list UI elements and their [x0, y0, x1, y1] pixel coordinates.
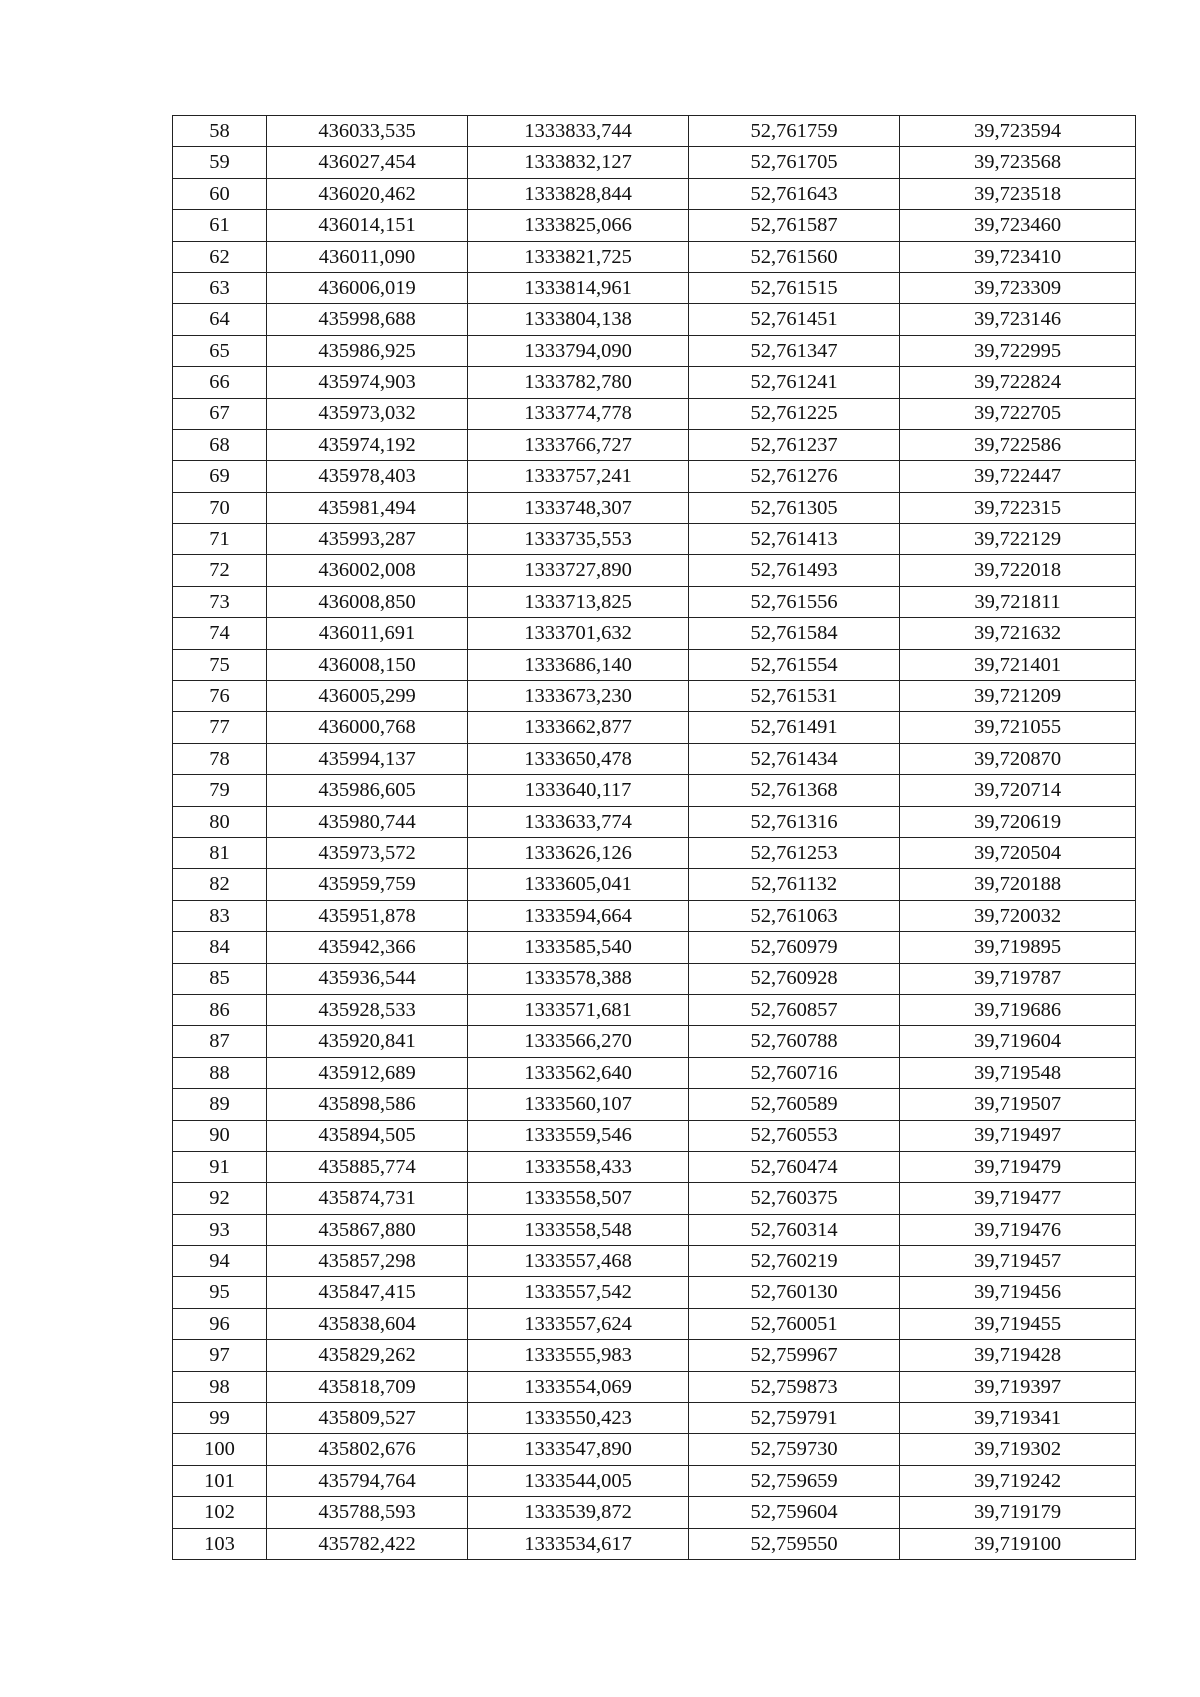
latitude-cell: 52,759550	[689, 1528, 900, 1559]
latitude-cell: 52,760130	[689, 1277, 900, 1308]
table-row	[173, 743, 1136, 774]
table-row	[173, 1371, 1136, 1402]
latitude-cell: 52,761237	[689, 429, 900, 460]
longitude-cell: 39,722705	[900, 398, 1136, 429]
latitude-cell: 52,760589	[689, 1089, 900, 1120]
y-coordinate-cell: 1333804,138	[468, 304, 689, 335]
point-number-cell: 87	[173, 1026, 267, 1057]
x-coordinate-cell: 435936,544	[267, 963, 468, 994]
point-number-cell: 100	[173, 1434, 267, 1465]
y-coordinate-cell: 1333735,553	[468, 524, 689, 555]
latitude-cell: 52,761531	[689, 681, 900, 712]
point-number-cell: 71	[173, 524, 267, 555]
y-coordinate-cell: 1333560,107	[468, 1089, 689, 1120]
longitude-cell: 39,720714	[900, 775, 1136, 806]
latitude-cell: 52,761305	[689, 492, 900, 523]
table-row	[173, 649, 1136, 680]
longitude-cell: 39,722995	[900, 335, 1136, 366]
latitude-cell: 52,761347	[689, 335, 900, 366]
latitude-cell: 52,761253	[689, 837, 900, 868]
x-coordinate-cell: 436027,454	[267, 147, 468, 178]
longitude-cell: 39,723594	[900, 116, 1136, 147]
x-coordinate-cell: 436020,462	[267, 178, 468, 209]
latitude-cell: 52,761132	[689, 869, 900, 900]
longitude-cell: 39,722447	[900, 461, 1136, 492]
y-coordinate-cell: 1333558,548	[468, 1214, 689, 1245]
table-row	[173, 837, 1136, 868]
point-number-cell: 83	[173, 900, 267, 931]
x-coordinate-cell: 435974,903	[267, 367, 468, 398]
point-number-cell: 89	[173, 1089, 267, 1120]
latitude-cell: 52,759967	[689, 1340, 900, 1371]
point-number-cell: 79	[173, 775, 267, 806]
longitude-cell: 39,719100	[900, 1528, 1136, 1559]
latitude-cell: 52,760375	[689, 1183, 900, 1214]
table-row	[173, 806, 1136, 837]
y-coordinate-cell: 1333633,774	[468, 806, 689, 837]
longitude-cell: 39,719479	[900, 1151, 1136, 1182]
y-coordinate-cell: 1333825,066	[468, 210, 689, 241]
x-coordinate-cell: 436014,151	[267, 210, 468, 241]
y-coordinate-cell: 1333557,468	[468, 1246, 689, 1277]
x-coordinate-cell: 435794,764	[267, 1465, 468, 1496]
latitude-cell: 52,761584	[689, 618, 900, 649]
y-coordinate-cell: 1333626,126	[468, 837, 689, 868]
table-row	[173, 1465, 1136, 1496]
point-number-cell: 88	[173, 1057, 267, 1088]
latitude-cell: 52,760979	[689, 932, 900, 963]
coordinates-table-body	[173, 116, 1136, 1560]
longitude-cell: 39,719341	[900, 1403, 1136, 1434]
latitude-cell: 52,761276	[689, 461, 900, 492]
point-number-cell: 85	[173, 963, 267, 994]
table-row	[173, 1183, 1136, 1214]
latitude-cell: 52,761241	[689, 367, 900, 398]
x-coordinate-cell: 435829,262	[267, 1340, 468, 1371]
table-row	[173, 1497, 1136, 1528]
point-number-cell: 90	[173, 1120, 267, 1151]
longitude-cell: 39,720188	[900, 869, 1136, 900]
latitude-cell: 52,759791	[689, 1403, 900, 1434]
y-coordinate-cell: 1333550,423	[468, 1403, 689, 1434]
y-coordinate-cell: 1333782,780	[468, 367, 689, 398]
point-number-cell: 74	[173, 618, 267, 649]
point-number-cell: 91	[173, 1151, 267, 1182]
point-number-cell: 65	[173, 335, 267, 366]
point-number-cell: 82	[173, 869, 267, 900]
table-row	[173, 1528, 1136, 1559]
longitude-cell: 39,719507	[900, 1089, 1136, 1120]
point-number-cell: 86	[173, 994, 267, 1025]
table-row	[173, 304, 1136, 335]
y-coordinate-cell: 1333557,624	[468, 1308, 689, 1339]
y-coordinate-cell: 1333713,825	[468, 586, 689, 617]
point-number-cell: 67	[173, 398, 267, 429]
y-coordinate-cell: 1333832,127	[468, 147, 689, 178]
longitude-cell: 39,719477	[900, 1183, 1136, 1214]
table-row	[173, 1089, 1136, 1120]
table-row	[173, 712, 1136, 743]
x-coordinate-cell: 435993,287	[267, 524, 468, 555]
table-row	[173, 335, 1136, 366]
table-row	[173, 178, 1136, 209]
y-coordinate-cell: 1333534,617	[468, 1528, 689, 1559]
longitude-cell: 39,719428	[900, 1340, 1136, 1371]
longitude-cell: 39,722315	[900, 492, 1136, 523]
longitude-cell: 39,723568	[900, 147, 1136, 178]
x-coordinate-cell: 435994,137	[267, 743, 468, 774]
point-number-cell: 101	[173, 1465, 267, 1496]
x-coordinate-cell: 435978,403	[267, 461, 468, 492]
point-number-cell: 80	[173, 806, 267, 837]
x-coordinate-cell: 435986,925	[267, 335, 468, 366]
y-coordinate-cell: 1333640,117	[468, 775, 689, 806]
y-coordinate-cell: 1333833,744	[468, 116, 689, 147]
y-coordinate-cell: 1333605,041	[468, 869, 689, 900]
x-coordinate-cell: 435874,731	[267, 1183, 468, 1214]
latitude-cell: 52,760553	[689, 1120, 900, 1151]
x-coordinate-cell: 435942,366	[267, 932, 468, 963]
longitude-cell: 39,719302	[900, 1434, 1136, 1465]
latitude-cell: 52,761491	[689, 712, 900, 743]
table-row	[173, 963, 1136, 994]
x-coordinate-cell: 435847,415	[267, 1277, 468, 1308]
longitude-cell: 39,723460	[900, 210, 1136, 241]
x-coordinate-cell: 436008,150	[267, 649, 468, 680]
x-coordinate-cell: 435973,572	[267, 837, 468, 868]
latitude-cell: 52,761759	[689, 116, 900, 147]
longitude-cell: 39,722586	[900, 429, 1136, 460]
point-number-cell: 59	[173, 147, 267, 178]
y-coordinate-cell: 1333562,640	[468, 1057, 689, 1088]
x-coordinate-cell: 436011,691	[267, 618, 468, 649]
longitude-cell: 39,720504	[900, 837, 1136, 868]
longitude-cell: 39,720870	[900, 743, 1136, 774]
x-coordinate-cell: 435885,774	[267, 1151, 468, 1182]
latitude-cell: 52,761587	[689, 210, 900, 241]
longitude-cell: 39,719457	[900, 1246, 1136, 1277]
table-row	[173, 586, 1136, 617]
point-number-cell: 75	[173, 649, 267, 680]
x-coordinate-cell: 436011,090	[267, 241, 468, 272]
longitude-cell: 39,722824	[900, 367, 1136, 398]
point-number-cell: 98	[173, 1371, 267, 1402]
longitude-cell: 39,719242	[900, 1465, 1136, 1496]
table-row	[173, 1057, 1136, 1088]
point-number-cell: 62	[173, 241, 267, 272]
x-coordinate-cell: 435973,032	[267, 398, 468, 429]
table-row	[173, 492, 1136, 523]
table-row	[173, 1277, 1136, 1308]
x-coordinate-cell: 435951,878	[267, 900, 468, 931]
x-coordinate-cell: 436008,850	[267, 586, 468, 617]
latitude-cell: 52,761434	[689, 743, 900, 774]
x-coordinate-cell: 435920,841	[267, 1026, 468, 1057]
x-coordinate-cell: 435809,527	[267, 1403, 468, 1434]
table-row	[173, 429, 1136, 460]
longitude-cell: 39,719895	[900, 932, 1136, 963]
longitude-cell: 39,722018	[900, 555, 1136, 586]
x-coordinate-cell: 435959,759	[267, 869, 468, 900]
y-coordinate-cell: 1333727,890	[468, 555, 689, 586]
point-number-cell: 93	[173, 1214, 267, 1245]
table-row	[173, 775, 1136, 806]
point-number-cell: 72	[173, 555, 267, 586]
longitude-cell: 39,722129	[900, 524, 1136, 555]
table-row	[173, 1403, 1136, 1434]
point-number-cell: 102	[173, 1497, 267, 1528]
latitude-cell: 52,759659	[689, 1465, 900, 1496]
x-coordinate-cell: 435788,593	[267, 1497, 468, 1528]
x-coordinate-cell: 435998,688	[267, 304, 468, 335]
table-row	[173, 1214, 1136, 1245]
y-coordinate-cell: 1333814,961	[468, 272, 689, 303]
y-coordinate-cell: 1333554,069	[468, 1371, 689, 1402]
y-coordinate-cell: 1333585,540	[468, 932, 689, 963]
x-coordinate-cell: 436005,299	[267, 681, 468, 712]
latitude-cell: 52,760051	[689, 1308, 900, 1339]
point-number-cell: 58	[173, 116, 267, 147]
y-coordinate-cell: 1333748,307	[468, 492, 689, 523]
x-coordinate-cell: 435802,676	[267, 1434, 468, 1465]
point-number-cell: 96	[173, 1308, 267, 1339]
point-number-cell: 78	[173, 743, 267, 774]
latitude-cell: 52,761316	[689, 806, 900, 837]
longitude-cell: 39,719456	[900, 1277, 1136, 1308]
table-row	[173, 1340, 1136, 1371]
latitude-cell: 52,761063	[689, 900, 900, 931]
latitude-cell: 52,760219	[689, 1246, 900, 1277]
x-coordinate-cell: 435898,586	[267, 1089, 468, 1120]
table-row	[173, 1026, 1136, 1057]
point-number-cell: 97	[173, 1340, 267, 1371]
table-row	[173, 1246, 1136, 1277]
longitude-cell: 39,719455	[900, 1308, 1136, 1339]
table-row	[173, 932, 1136, 963]
x-coordinate-cell: 435981,494	[267, 492, 468, 523]
y-coordinate-cell: 1333766,727	[468, 429, 689, 460]
y-coordinate-cell: 1333544,005	[468, 1465, 689, 1496]
longitude-cell: 39,721811	[900, 586, 1136, 617]
y-coordinate-cell: 1333571,681	[468, 994, 689, 1025]
point-number-cell: 70	[173, 492, 267, 523]
longitude-cell: 39,719476	[900, 1214, 1136, 1245]
point-number-cell: 99	[173, 1403, 267, 1434]
longitude-cell: 39,721401	[900, 649, 1136, 680]
x-coordinate-cell: 435980,744	[267, 806, 468, 837]
point-number-cell: 64	[173, 304, 267, 335]
latitude-cell: 52,761515	[689, 272, 900, 303]
y-coordinate-cell: 1333539,872	[468, 1497, 689, 1528]
latitude-cell: 52,760788	[689, 1026, 900, 1057]
y-coordinate-cell: 1333701,632	[468, 618, 689, 649]
point-number-cell: 81	[173, 837, 267, 868]
latitude-cell: 52,759604	[689, 1497, 900, 1528]
y-coordinate-cell: 1333650,478	[468, 743, 689, 774]
longitude-cell: 39,721632	[900, 618, 1136, 649]
longitude-cell: 39,719787	[900, 963, 1136, 994]
latitude-cell: 52,761556	[689, 586, 900, 617]
x-coordinate-cell: 436002,008	[267, 555, 468, 586]
longitude-cell: 39,720619	[900, 806, 1136, 837]
x-coordinate-cell: 436033,535	[267, 116, 468, 147]
longitude-cell: 39,723518	[900, 178, 1136, 209]
point-number-cell: 76	[173, 681, 267, 712]
y-coordinate-cell: 1333578,388	[468, 963, 689, 994]
x-coordinate-cell: 435928,533	[267, 994, 468, 1025]
x-coordinate-cell: 435894,505	[267, 1120, 468, 1151]
point-number-cell: 77	[173, 712, 267, 743]
longitude-cell: 39,721209	[900, 681, 1136, 712]
y-coordinate-cell: 1333673,230	[468, 681, 689, 712]
table-row	[173, 367, 1136, 398]
latitude-cell: 52,761705	[689, 147, 900, 178]
latitude-cell: 52,761368	[689, 775, 900, 806]
longitude-cell: 39,723146	[900, 304, 1136, 335]
table-row	[173, 116, 1136, 147]
latitude-cell: 52,760857	[689, 994, 900, 1025]
table-row	[173, 555, 1136, 586]
y-coordinate-cell: 1333821,725	[468, 241, 689, 272]
point-number-cell: 92	[173, 1183, 267, 1214]
x-coordinate-cell: 435818,709	[267, 1371, 468, 1402]
latitude-cell: 52,761451	[689, 304, 900, 335]
y-coordinate-cell: 1333828,844	[468, 178, 689, 209]
table-row	[173, 524, 1136, 555]
latitude-cell: 52,760314	[689, 1214, 900, 1245]
longitude-cell: 39,721055	[900, 712, 1136, 743]
table-row	[173, 681, 1136, 712]
longitude-cell: 39,719179	[900, 1497, 1136, 1528]
longitude-cell: 39,723410	[900, 241, 1136, 272]
point-number-cell: 84	[173, 932, 267, 963]
point-number-cell: 103	[173, 1528, 267, 1559]
table-row	[173, 618, 1136, 649]
table-row	[173, 1151, 1136, 1182]
table-row	[173, 210, 1136, 241]
y-coordinate-cell: 1333594,664	[468, 900, 689, 931]
longitude-cell: 39,719397	[900, 1371, 1136, 1402]
x-coordinate-cell: 435838,604	[267, 1308, 468, 1339]
x-coordinate-cell: 435782,422	[267, 1528, 468, 1559]
table-row	[173, 461, 1136, 492]
x-coordinate-cell: 435867,880	[267, 1214, 468, 1245]
latitude-cell: 52,761643	[689, 178, 900, 209]
point-number-cell: 68	[173, 429, 267, 460]
y-coordinate-cell: 1333794,090	[468, 335, 689, 366]
longitude-cell: 39,719548	[900, 1057, 1136, 1088]
latitude-cell: 52,761560	[689, 241, 900, 272]
x-coordinate-cell: 436006,019	[267, 272, 468, 303]
latitude-cell: 52,759730	[689, 1434, 900, 1465]
table-row	[173, 241, 1136, 272]
y-coordinate-cell: 1333558,433	[468, 1151, 689, 1182]
y-coordinate-cell: 1333555,983	[468, 1340, 689, 1371]
latitude-cell: 52,761554	[689, 649, 900, 680]
latitude-cell: 52,760928	[689, 963, 900, 994]
latitude-cell: 52,759873	[689, 1371, 900, 1402]
longitude-cell: 39,720032	[900, 900, 1136, 931]
point-number-cell: 63	[173, 272, 267, 303]
longitude-cell: 39,719686	[900, 994, 1136, 1025]
table-row	[173, 147, 1136, 178]
x-coordinate-cell: 435857,298	[267, 1246, 468, 1277]
x-coordinate-cell: 436000,768	[267, 712, 468, 743]
y-coordinate-cell: 1333547,890	[468, 1434, 689, 1465]
point-number-cell: 60	[173, 178, 267, 209]
point-number-cell: 66	[173, 367, 267, 398]
x-coordinate-cell: 435986,605	[267, 775, 468, 806]
latitude-cell: 52,760716	[689, 1057, 900, 1088]
table-row	[173, 272, 1136, 303]
latitude-cell: 52,761413	[689, 524, 900, 555]
longitude-cell: 39,719497	[900, 1120, 1136, 1151]
table-row	[173, 398, 1136, 429]
x-coordinate-cell: 435912,689	[267, 1057, 468, 1088]
point-number-cell: 95	[173, 1277, 267, 1308]
point-number-cell: 73	[173, 586, 267, 617]
table-row	[173, 1308, 1136, 1339]
latitude-cell: 52,760474	[689, 1151, 900, 1182]
table-row	[173, 1434, 1136, 1465]
table-row	[173, 994, 1136, 1025]
longitude-cell: 39,719604	[900, 1026, 1136, 1057]
x-coordinate-cell: 435974,192	[267, 429, 468, 460]
y-coordinate-cell: 1333774,778	[468, 398, 689, 429]
table-row	[173, 900, 1136, 931]
y-coordinate-cell: 1333557,542	[468, 1277, 689, 1308]
y-coordinate-cell: 1333662,877	[468, 712, 689, 743]
y-coordinate-cell: 1333566,270	[468, 1026, 689, 1057]
y-coordinate-cell: 1333686,140	[468, 649, 689, 680]
table-row	[173, 869, 1136, 900]
longitude-cell: 39,723309	[900, 272, 1136, 303]
point-number-cell: 61	[173, 210, 267, 241]
point-number-cell: 94	[173, 1246, 267, 1277]
latitude-cell: 52,761225	[689, 398, 900, 429]
coordinates-table	[172, 115, 1136, 1560]
point-number-cell: 69	[173, 461, 267, 492]
latitude-cell: 52,761493	[689, 555, 900, 586]
table-row	[173, 1120, 1136, 1151]
y-coordinate-cell: 1333558,507	[468, 1183, 689, 1214]
y-coordinate-cell: 1333559,546	[468, 1120, 689, 1151]
y-coordinate-cell: 1333757,241	[468, 461, 689, 492]
